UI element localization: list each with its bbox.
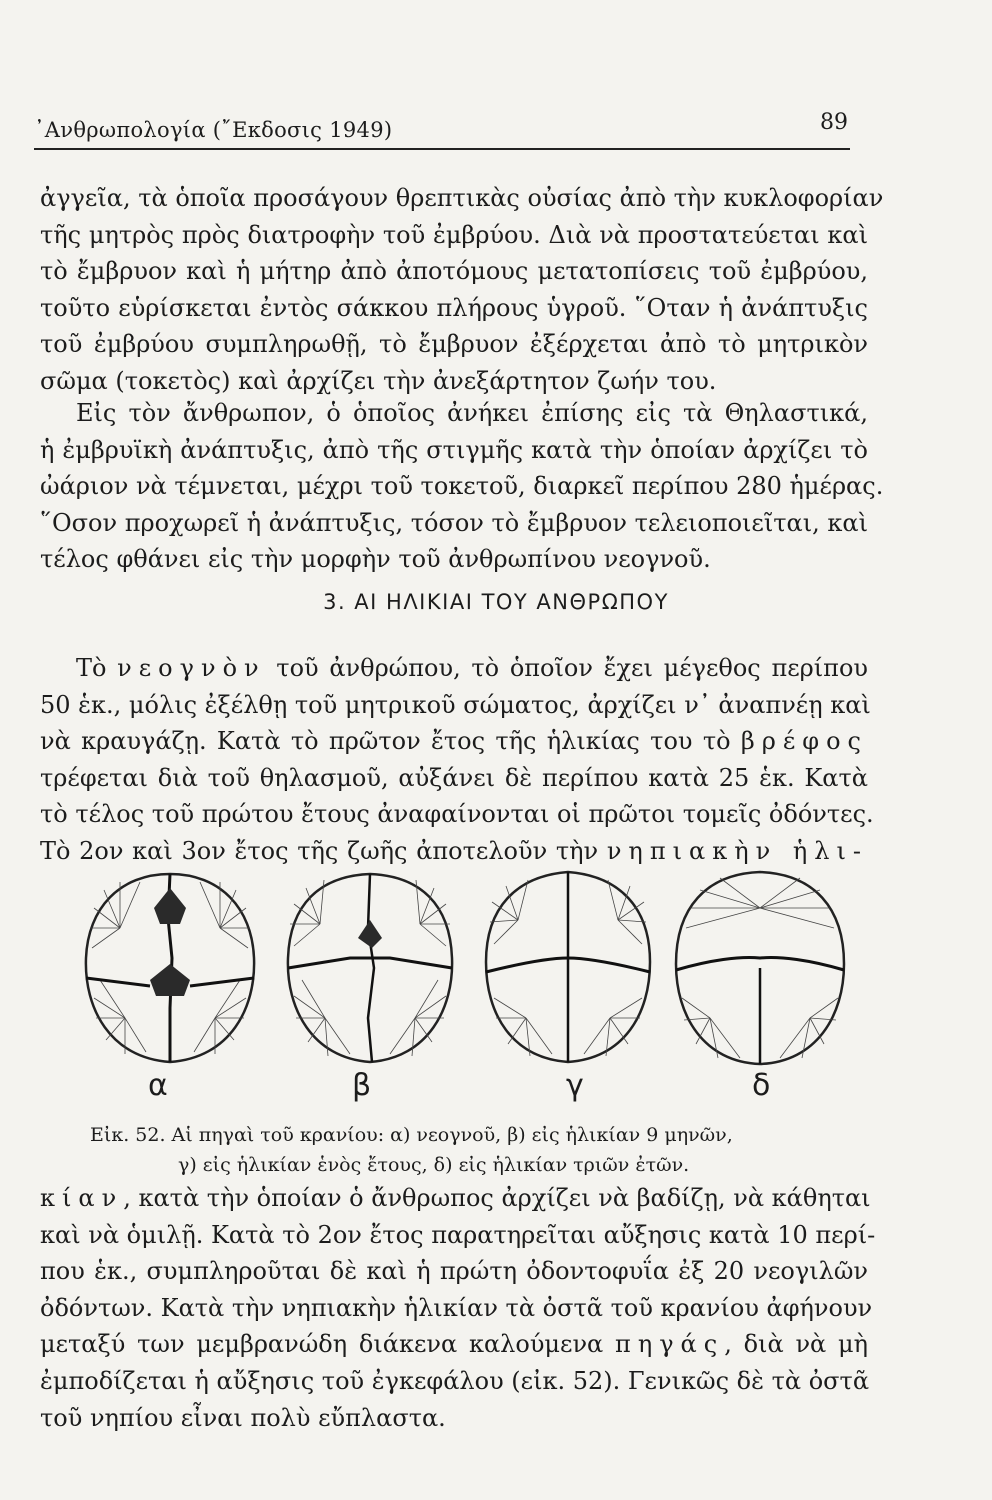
text-run: Τὸ xyxy=(76,654,118,682)
text-line: που ἑκ., συμπληροῦται δὲ καὶ ἡ πρώτη ὀδοντοφυΐα ἐξ 20 νεογιλῶν xyxy=(40,1257,868,1286)
text-line: τὸ τέλος τοῦ πρώτου ἔτους ἀναφαίνονται οἱ πρῶτοι τομεῖς ὀδόντες. xyxy=(40,800,874,829)
figure-label-a: α xyxy=(148,1068,168,1103)
text-line: τοῦ νηπίου εἶναι πολὺ εὔπλαστα. xyxy=(40,1403,446,1432)
page-header xyxy=(34,108,850,150)
text-run: Τὸ 2ον καὶ 3ον ἔτος τῆς ζωῆς ἀποτελοῦν τὴν xyxy=(40,836,607,865)
text-line: τοῦ ἐμβρύου συμπληρωθῇ, τὸ ἔμβρυον ἐξέρχεται ἀπὸ τὸ μητρικὸν xyxy=(40,330,868,359)
figure-label-d: δ xyxy=(752,1068,771,1103)
text-line: τρέφεται διὰ τοῦ θηλασμοῦ, αὐξάνει δὲ περίπου κατὰ 25 ἑκ. Κατὰ xyxy=(40,763,868,792)
section-heading: 3. ΑΙ ΗΛΙΚΙΑΙ ΤΟΥ ΑΝΘΡΩΠΟΥ xyxy=(323,590,669,614)
text-line: ὀδόντων. Κατὰ τὴν νηπιακὴν ἡλικίαν τὰ ὀστᾶ τοῦ κρανίου ἀφήνουν xyxy=(40,1293,873,1322)
skull-illustration-newborn xyxy=(80,868,260,1068)
text-line: ὠάριον νὰ τέμνεται, μέχρι τοῦ τοκετοῦ, διαρκεῖ περίπου 280 ἡμέρας. xyxy=(40,472,884,501)
text-line: τῆς μητρὸς πρὸς διατροφὴν τοῦ ἐμβρύου. Διὰ νὰ προστατεύεται καὶ xyxy=(40,220,868,249)
text-line xyxy=(40,1326,868,1363)
paragraph-embryo-development xyxy=(40,180,884,400)
text-line: ῞Οσον προχωρεῖ ἡ ἀνάπτυξις, τόσον τὸ ἔμβρυον τελειοποιεῖται, καὶ xyxy=(40,508,869,537)
text-line xyxy=(40,723,868,760)
paragraph-ages-of-man xyxy=(40,650,874,870)
text-line: ἡ ἐμβρυϊκὴ ἀνάπτυξις, ἀπὸ τῆς στιγμῆς κατὰ τὴν ὁποίαν ἀρχίζει τὸ xyxy=(40,435,868,464)
text-line: 50 ἑκ., μόλις ἐξέλθῃ τοῦ μητρικοῦ σώματος, ἀρχίζει ν᾿ ἀναπνέῃ καὶ xyxy=(40,690,871,719)
running-title: ᾿Ανθρωπολογία (῎Εκδοσις 1949) xyxy=(34,118,393,142)
text-line xyxy=(40,1180,871,1217)
paragraph-gestation xyxy=(40,395,884,578)
text-run: νὰ κραυγάζῃ. Κατὰ τὸ πρῶτον ἔτος τῆς ἡλικίας του τὸ xyxy=(40,727,741,756)
figure-skull-fontanelles xyxy=(80,868,860,1108)
figure-caption xyxy=(90,1120,860,1180)
text-line: ἀγγεῖα, τὰ ὁποῖα προσάγουν θρεπτικὰς οὐσίας ἀπὸ τὴν κυκλοφορίαν xyxy=(40,184,884,212)
spaced-term-toddler-age: νηπιακὴν ἡλι- xyxy=(606,836,868,865)
text-run: , κατὰ τὴν ὁποίαν ὁ ἄνθρωπος ἀρχίζει νὰ βαδίζῃ, νὰ κάθηται xyxy=(123,1184,871,1212)
spaced-term-neonate: νεογνὸν xyxy=(117,654,266,682)
spaced-term-fontanelles: πηγάς xyxy=(615,1330,725,1359)
caption-line: Εἰκ. 52. Αἱ πηγαὶ τοῦ κρανίου: α) νεογνοῦ, β) εἰς ἡλικίαν 9 μηνῶν, xyxy=(90,1124,733,1146)
caption-line: γ) εἰς ἡλικίαν ἑνὸς ἔτους, δ) εἰς ἡλικίαν τριῶν ἐτῶν. xyxy=(178,1154,690,1176)
skull-illustration-9-months xyxy=(280,868,460,1068)
spaced-term-infant: βρέφος xyxy=(740,727,868,756)
text-line: καὶ νὰ ὁμιλῇ. Κατὰ τὸ 2ον ἔτος παρατηρεῖται αὔξησις κατὰ 10 περί- xyxy=(40,1220,876,1249)
figure-label-b: β xyxy=(352,1068,372,1103)
spaced-term-continuation: κίαν xyxy=(40,1184,124,1212)
paragraph-toddler-age xyxy=(40,1180,876,1436)
text-line xyxy=(40,833,868,870)
text-run: τοῦ ἀνθρώπου, τὸ ὁποῖον ἔχει μέγεθος περίπου xyxy=(265,654,868,682)
text-run: μεταξύ των μεμβρανώδη διάκενα καλούμενα xyxy=(40,1330,616,1359)
text-line: ἐμποδίζεται ἡ αὔξησις τοῦ ἐγκεφάλου (εἰκ. 52). Γενικῶς δὲ τὰ ὀστᾶ xyxy=(40,1366,870,1395)
page-number: 89 xyxy=(820,110,848,135)
text-line: τοῦτο εὑρίσκεται ἐντὸς σάκκου πλήρους ὑγροῦ. ῞Οταν ἡ ἀνάπτυξις xyxy=(40,293,868,322)
text-run: , διὰ νὰ μὴ xyxy=(724,1330,869,1359)
text-line: σῶμα (τοκετὸς) καὶ ἀρχίζει τὴν ἀνεξάρτητον ζωήν του. xyxy=(40,366,717,395)
text-line: τέλος φθάνει εἰς τὴν μορφὴν τοῦ ἀνθρωπίνου νεογνοῦ. xyxy=(40,545,711,574)
figure-label-c: γ xyxy=(566,1068,584,1103)
text-line xyxy=(40,650,868,687)
skull-illustration-1-year xyxy=(478,868,658,1068)
text-line: Εἰς τὸν ἄνθρωπον, ὁ ὁποῖος ἀνήκει ἐπίσης εἰς τὰ Θηλαστικά, xyxy=(76,399,868,427)
text-line: τὸ ἔμβρυον καὶ ἡ μήτηρ ἀπὸ ἀποτόμους μετατοπίσεις τοῦ ἐμβρύου, xyxy=(40,257,868,286)
skull-illustration-3-years xyxy=(670,868,850,1068)
